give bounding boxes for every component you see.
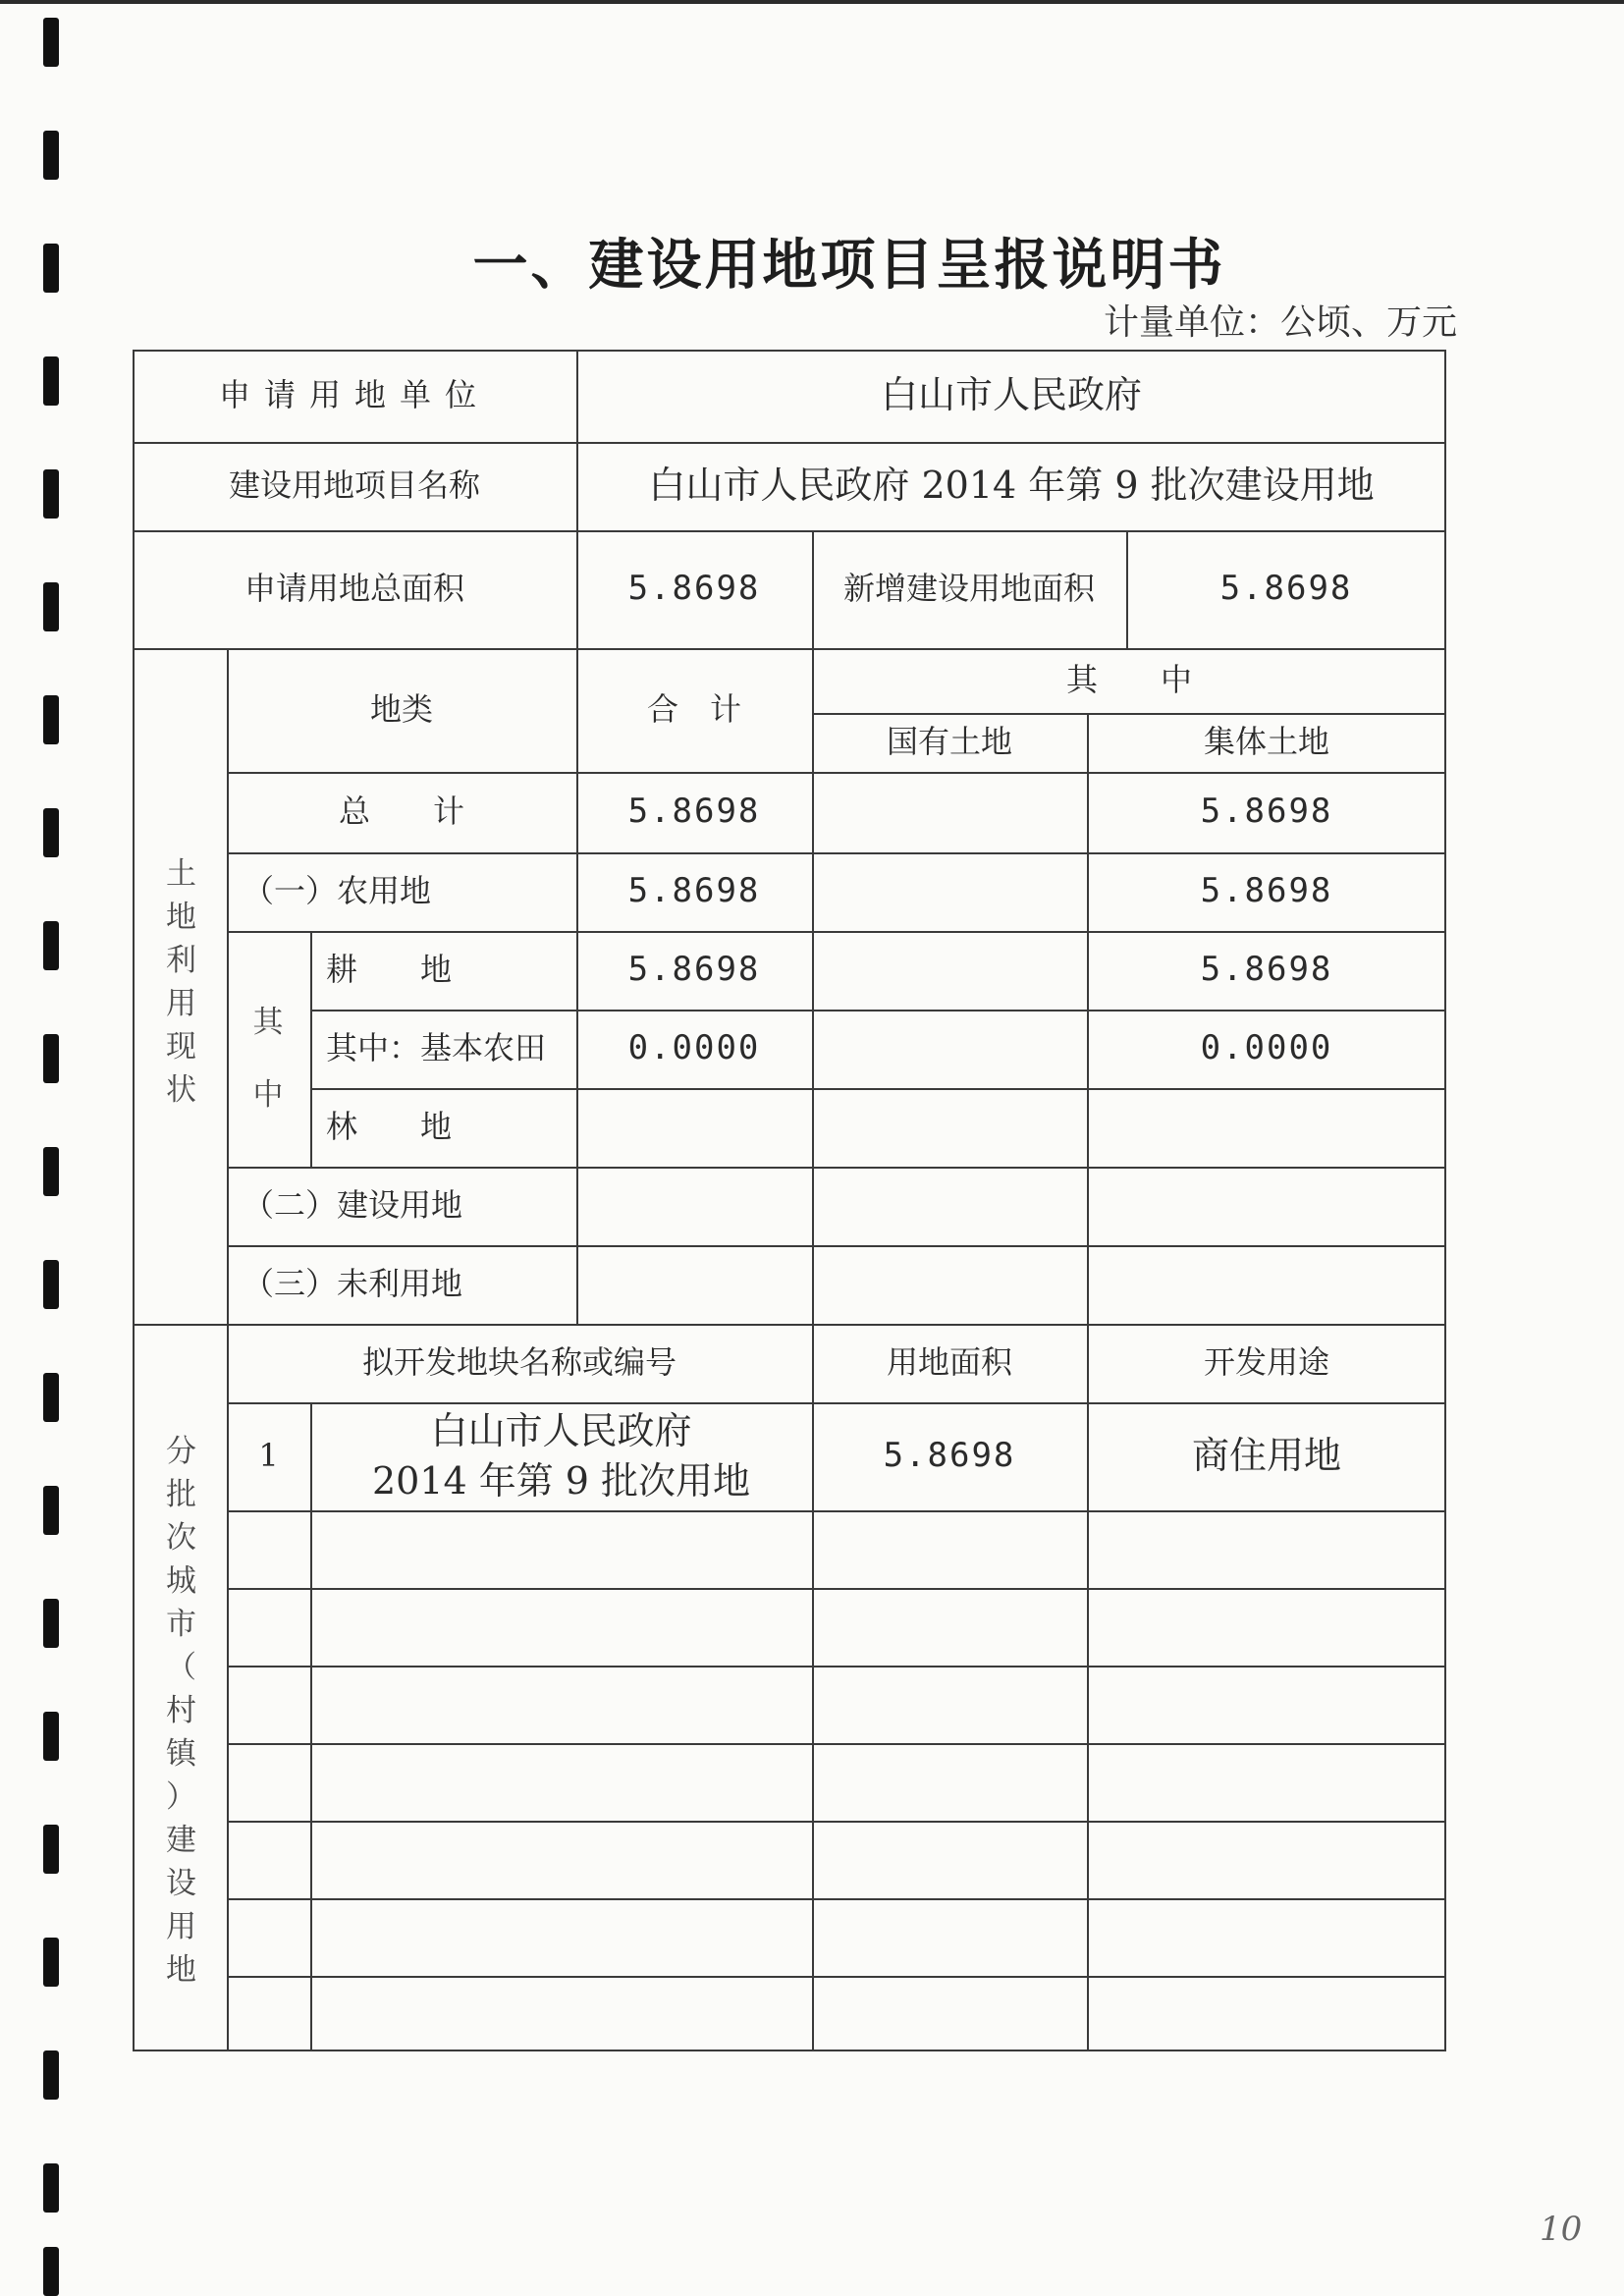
row-state-forest [812, 1088, 1087, 1167]
row-collective-forest [1087, 1088, 1446, 1167]
row-state-grand-total [812, 772, 1087, 852]
row-total-construction [576, 1167, 812, 1245]
row-total-basic-farmland: 0.0000 [627, 1028, 761, 1068]
batch-section-label: 分 批 次 城 市 （ 村 镇 ） 建 设 用 地 [166, 1434, 196, 1989]
row-state-cultivated [812, 931, 1087, 1010]
plot-row-name-line1: 白山市人民政府 [430, 1408, 692, 1452]
row-collective-grand-total: 5.8698 [1200, 792, 1333, 832]
new-construction-area-label: 新增建设用地面积 [842, 570, 1095, 608]
applicant-value: 白山市人民政府 [880, 373, 1142, 417]
row-label-unused: （三）未利用地 [243, 1265, 463, 1303]
project-name-label: 建设用地项目名称 [228, 466, 480, 505]
land-use-section-label: 土 地 利 用 现 状 [166, 856, 196, 1109]
plot-row-area: 5.8698 [883, 1436, 1016, 1476]
plot-row-name-line2: 2014 年第 9 批次用地 [371, 1459, 751, 1503]
scan-top-edge [0, 0, 1624, 4]
of-which-side-label: 其 中 [252, 1005, 284, 1114]
row-label-grand-total: 总 计 [338, 793, 464, 831]
row-state-construction [812, 1167, 1087, 1245]
row-label-cultivated: 耕 地 [326, 951, 453, 989]
row-collective-basic-farmland: 0.0000 [1200, 1028, 1333, 1068]
total-area-label: 申请用地总面积 [244, 570, 464, 608]
row-collective-unused [1087, 1245, 1446, 1324]
row-label-agricultural: （一）农用地 [243, 872, 432, 910]
header-state-land: 国有土地 [886, 723, 1012, 761]
header-land-category: 地类 [369, 690, 433, 729]
row-label-construction: （二）建设用地 [243, 1186, 463, 1225]
row-state-basic-farmland [812, 1010, 1087, 1088]
project-name-value: 白山市人民政府 2014 年第 9 批次建设用地 [648, 464, 1375, 508]
row-collective-construction [1087, 1167, 1446, 1245]
header-collective-land: 集体土地 [1203, 723, 1329, 761]
row-label-forest: 林 地 [326, 1108, 453, 1146]
applicant-label: 申请用地单位 [218, 376, 490, 414]
header-plot-use: 开发用途 [1203, 1343, 1329, 1382]
page-number: 10 [1540, 2210, 1583, 2249]
header-plot-name: 拟开发地块名称或编号 [361, 1343, 677, 1382]
row-total-unused [576, 1245, 812, 1324]
header-total: 合 计 [646, 690, 741, 729]
row-total-forest [576, 1088, 812, 1167]
plot-row-use: 商住用地 [1191, 1434, 1341, 1478]
plot-row-number: 1 [258, 1437, 279, 1475]
row-total-cultivated: 5.8698 [627, 950, 761, 990]
row-total-grand-total: 5.8698 [627, 792, 761, 832]
measurement-unit: 计量单位：公顷、万元 [1103, 302, 1457, 343]
row-state-agricultural [812, 852, 1087, 931]
header-of-which: 其 中 [1065, 661, 1192, 699]
plot-row-name [310, 1402, 812, 1510]
land-use-form-table [133, 350, 1446, 2051]
header-plot-area: 用地面积 [886, 1343, 1012, 1382]
total-area-value: 5.8698 [627, 569, 761, 609]
row-total-agricultural: 5.8698 [627, 871, 761, 911]
row-state-unused [812, 1245, 1087, 1324]
new-construction-area-value: 5.8698 [1219, 569, 1353, 609]
row-collective-cultivated: 5.8698 [1200, 950, 1333, 990]
row-collective-agricultural: 5.8698 [1200, 871, 1333, 911]
page-title: 一、建设用地项目呈报说明书 [472, 234, 1226, 298]
row-label-basic-farmland: 其中：基本农田 [326, 1029, 547, 1067]
